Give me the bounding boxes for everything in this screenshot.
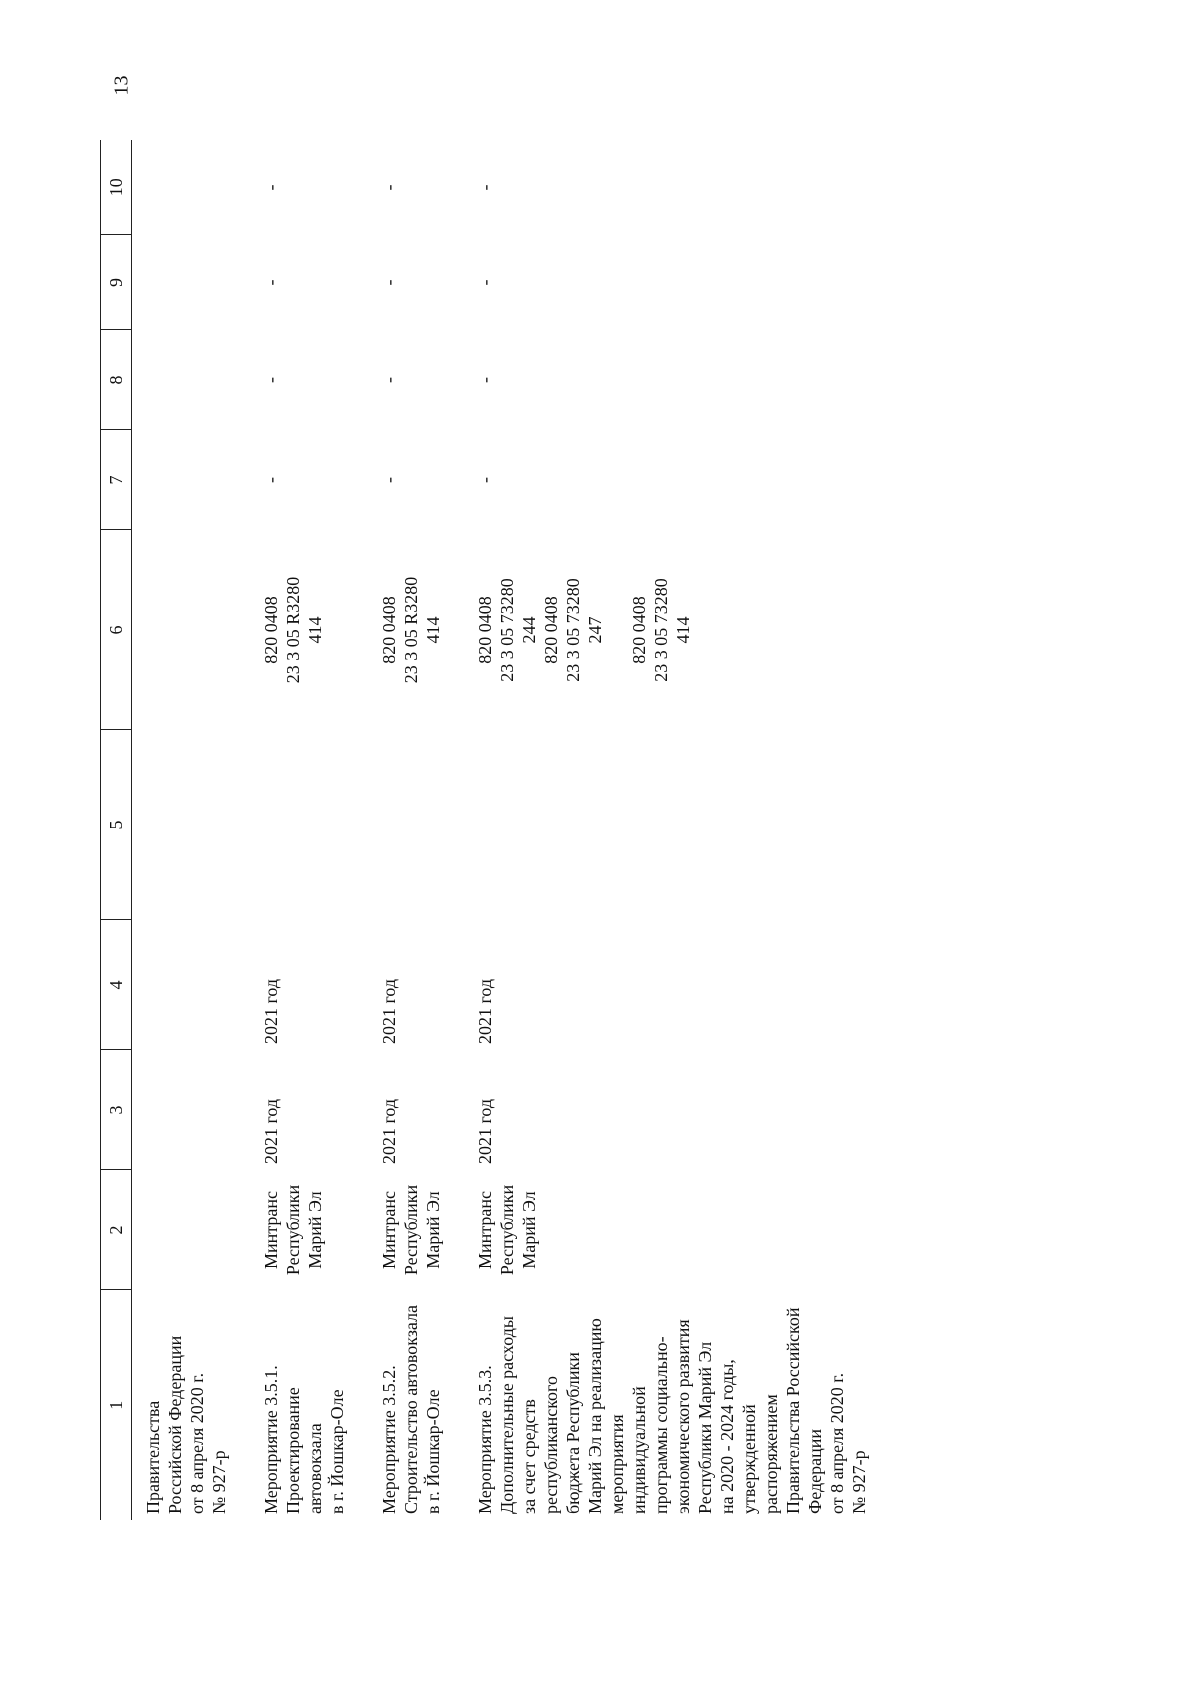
cell-line: 820 0408 (629, 596, 649, 664)
table-cell-9 (132, 235, 251, 330)
dash-value: - (475, 377, 495, 383)
cell-line: Минтранс (475, 1191, 495, 1269)
cell-line: мероприятия (607, 1414, 627, 1514)
dash-value: - (475, 184, 495, 191)
cell-line: № 927-р (849, 1450, 869, 1514)
table-header-row (101, 140, 132, 1520)
cell-text: 2021 год (379, 1098, 399, 1164)
cell-line: программы социально- (651, 1336, 671, 1514)
table-cell-7 (368, 430, 464, 530)
cell-line: Российской Федерации (165, 1335, 185, 1514)
cell-line: в г. Йошкар-Оле (423, 1389, 443, 1514)
dash-value: - (261, 279, 281, 286)
cell-line: Правительства Российской (783, 1307, 803, 1514)
table-cell-3 (250, 1050, 368, 1170)
table-cell-2 (464, 1170, 890, 1290)
table-row (368, 140, 464, 1520)
table-cell-3 (132, 1050, 251, 1170)
cell-line: республиканского (541, 1376, 561, 1514)
table-cell-5 (368, 730, 464, 920)
cell-line: утвержденной (739, 1404, 759, 1514)
table-cell-2 (132, 1170, 251, 1290)
table-cell-6 (132, 530, 251, 730)
table-cell-9 (250, 235, 368, 330)
table-cell-10 (464, 140, 890, 235)
table-cell-4 (132, 920, 251, 1050)
cell-line: 414 (305, 616, 325, 644)
table-cell-8 (132, 330, 251, 430)
cell-line: Мероприятие 3.5.1. (261, 1365, 281, 1514)
cell-line: Республики (283, 1184, 303, 1276)
cell-line: от 8 апреля 2020 г. (827, 1372, 847, 1514)
dash-value: - (379, 184, 399, 191)
cell-line: Марий Эл (519, 1191, 539, 1269)
cell-line: Строительство автовокзала (401, 1304, 421, 1514)
table-cell-10 (132, 140, 251, 235)
table-cell-3 (464, 1050, 890, 1170)
table-cell-8 (464, 330, 890, 430)
cell-line: Республики (401, 1184, 421, 1276)
table-cell-10 (250, 140, 368, 235)
table-cell-9 (464, 235, 890, 330)
cell-line: Мероприятие 3.5.3. (475, 1365, 495, 1514)
cell-text: 2021 год (261, 978, 281, 1044)
cell-line: на 2020 - 2024 годы, (717, 1359, 737, 1514)
dash-value: - (475, 477, 495, 483)
column-header: 1 (101, 1290, 132, 1520)
cell-line: бюджета Республики (563, 1352, 583, 1514)
cell-line: от 8 апреля 2020 г. (187, 1372, 207, 1514)
cell-text: 2021 год (379, 978, 399, 1044)
table-cell-9 (368, 235, 464, 330)
cell-line: 23 3 05 R3280 (283, 576, 303, 684)
cell-line (606, 536, 628, 724)
table-cell-1 (250, 1290, 368, 1520)
table-cell-7 (250, 430, 368, 530)
table-cell-4 (464, 920, 890, 1050)
cell-line: в г. Йошкар-Оле (327, 1389, 347, 1514)
cell-line: Республики (497, 1184, 517, 1276)
cell-line: Правительства (143, 1400, 163, 1514)
cell-line: 247 (585, 616, 605, 644)
table-cell-1 (132, 1290, 251, 1520)
cell-line: 23 3 05 73280 (497, 578, 517, 682)
column-header: 9 (101, 235, 132, 330)
cell-line: Мероприятие 3.5.2. (379, 1365, 399, 1514)
column-header: 5 (101, 730, 132, 920)
cell-line: 23 3 05 73280 (563, 578, 583, 682)
table-row (132, 140, 251, 1520)
page-number: 13 (110, 75, 133, 96)
cell-line: 414 (673, 616, 693, 644)
cell-line: Минтранс (261, 1191, 281, 1269)
cell-line: 23 3 05 73280 (651, 578, 671, 682)
table-cell-4 (368, 920, 464, 1050)
cell-line: 820 0408 (261, 596, 281, 664)
cell-line: 820 0408 (475, 596, 495, 664)
table-cell-4 (250, 920, 368, 1050)
table-cell-2 (250, 1170, 368, 1290)
column-header: 7 (101, 430, 132, 530)
cell-line: экономического развития (673, 1319, 693, 1514)
rotated-table-sheet (100, 140, 1100, 1520)
table-cell-6 (368, 530, 464, 730)
table-cell-1 (368, 1290, 464, 1520)
dash-value: - (261, 184, 281, 191)
column-header: 3 (101, 1050, 132, 1170)
dash-value: - (475, 279, 495, 286)
table-cell-5 (464, 730, 890, 920)
table-row (250, 140, 368, 1520)
dash-value: - (379, 279, 399, 286)
cell-line: Марий Эл на реализацию (585, 1318, 605, 1514)
cell-text: 2021 год (475, 1098, 495, 1164)
cell-line: Дополнительные расходы (497, 1316, 517, 1514)
budget-table (100, 140, 890, 1520)
table-body (132, 140, 891, 1520)
cell-line: индивидуальной (629, 1386, 649, 1514)
cell-line: Марий Эл (305, 1191, 325, 1269)
cell-line: за счет средств (519, 1399, 539, 1514)
table-cell-5 (250, 730, 368, 920)
cell-line: 414 (423, 616, 443, 644)
table-cell-3 (368, 1050, 464, 1170)
cell-line: Республики Марий Эл (695, 1341, 715, 1514)
table-cell-5 (132, 730, 251, 920)
dash-value: - (379, 377, 399, 383)
cell-line: 244 (519, 616, 539, 644)
dash-value: - (379, 477, 399, 483)
cell-text: 2021 год (261, 1098, 281, 1164)
column-header: 8 (101, 330, 132, 430)
cell-line: распоряжением (761, 1394, 781, 1514)
cell-text: 2021 год (475, 978, 495, 1044)
table-cell-1 (464, 1290, 890, 1520)
table-cell-8 (250, 330, 368, 430)
cell-line: Проектирование (283, 1387, 303, 1514)
table-cell-7 (132, 430, 251, 530)
table-row (464, 140, 890, 1520)
cell-line: Федерации (805, 1428, 825, 1514)
column-header: 4 (101, 920, 132, 1050)
table-cell-7 (464, 430, 890, 530)
dash-value: - (261, 477, 281, 483)
dash-value: - (261, 377, 281, 383)
table-cell-6 (250, 530, 368, 730)
cell-line: Марий Эл (423, 1191, 443, 1269)
table-cell-2 (368, 1170, 464, 1290)
table-cell-6 (464, 530, 890, 730)
cell-line: Минтранс (379, 1191, 399, 1269)
cell-line: 23 3 05 R3280 (401, 576, 421, 684)
cell-line: 820 0408 (379, 596, 399, 664)
table-cell-10 (368, 140, 464, 235)
cell-line: № 927-р (209, 1450, 229, 1514)
column-header: 2 (101, 1170, 132, 1290)
cell-line: 820 0408 (541, 596, 561, 664)
cell-line: автовокзала (305, 1423, 325, 1514)
column-header: 6 (101, 530, 132, 730)
table-cell-8 (368, 330, 464, 430)
column-header: 10 (101, 140, 132, 235)
